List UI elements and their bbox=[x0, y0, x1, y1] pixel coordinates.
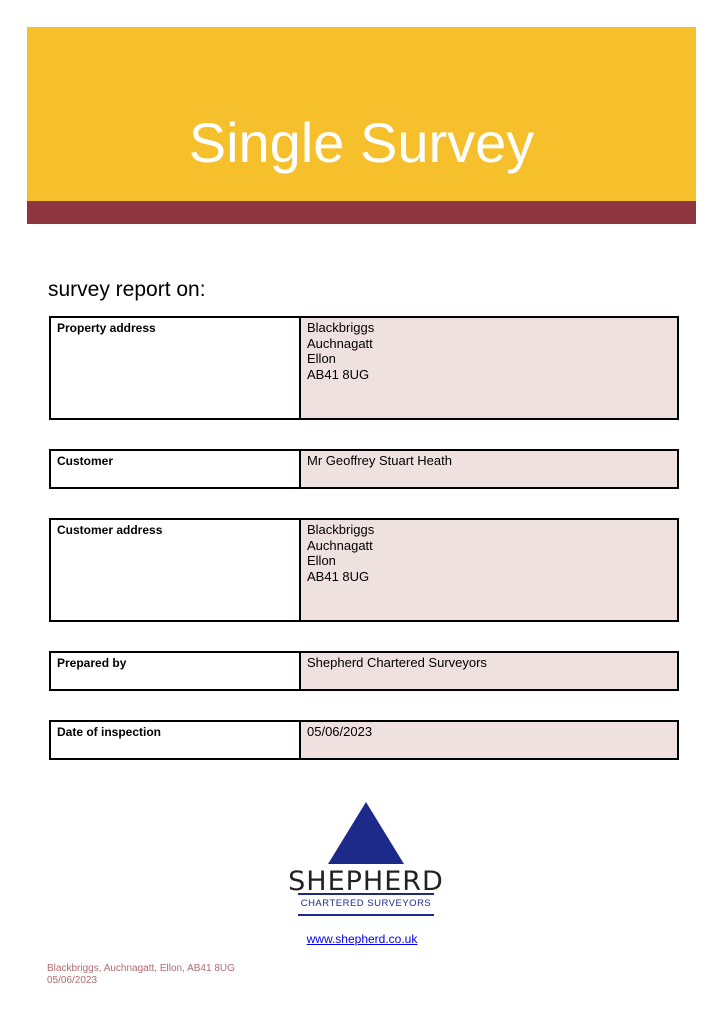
prepared-by-label: Prepared by bbox=[51, 653, 301, 689]
customer-label: Customer bbox=[51, 451, 301, 487]
property-address-value bbox=[301, 318, 677, 418]
title-band bbox=[27, 201, 696, 224]
prepared-by-name: Shepherd Chartered Surveyors bbox=[307, 655, 487, 670]
footer-address: Blackbriggs, Auchnagatt, Ellon, AB41 8UG bbox=[47, 963, 235, 974]
prepared-by-box bbox=[49, 651, 679, 691]
customer-name: Mr Geoffrey Stuart Heath bbox=[307, 453, 452, 468]
date-of-inspection-value bbox=[301, 722, 677, 758]
property-address-label: Property address bbox=[51, 318, 301, 418]
customer-address-line: Ellon bbox=[307, 553, 336, 568]
prepared-by-value bbox=[301, 653, 677, 689]
property-address-line: Blackbriggs bbox=[307, 320, 375, 335]
customer-address-value bbox=[301, 520, 677, 620]
property-address-line: Ellon bbox=[307, 351, 336, 366]
customer-box bbox=[49, 449, 679, 489]
footer-date: 05/06/2023 bbox=[47, 975, 98, 986]
logo-tagline: CHARTERED SURVEYORS bbox=[300, 898, 432, 909]
customer-address-label: Customer address bbox=[51, 520, 301, 620]
website-link[interactable]: www.shepherd.co.uk bbox=[306, 932, 418, 946]
property-address-line: AB41 8UG bbox=[307, 366, 370, 382]
customer-address-line: Blackbriggs bbox=[307, 522, 375, 537]
date-of-inspection-label: Date of inspection bbox=[51, 722, 301, 758]
customer-address-line: AB41 8UG bbox=[307, 568, 370, 584]
website-container bbox=[0, 932, 724, 946]
customer-address-box bbox=[49, 518, 679, 622]
date-of-inspection-box bbox=[49, 720, 679, 760]
property-address-box bbox=[49, 316, 679, 420]
logo-wordmark: SHEPHERD bbox=[288, 866, 444, 897]
logo-rule-bottom bbox=[298, 914, 434, 916]
property-address-line: Auchnagatt bbox=[307, 335, 373, 351]
intro-text: survey report on: bbox=[48, 278, 206, 301]
inspection-date: 05/06/2023 bbox=[307, 724, 373, 739]
customer-value bbox=[301, 451, 677, 487]
title-banner bbox=[27, 27, 696, 201]
page-title: Single Survey bbox=[188, 111, 535, 174]
page-footer bbox=[47, 963, 235, 987]
customer-address-line: Auchnagatt bbox=[307, 537, 373, 553]
